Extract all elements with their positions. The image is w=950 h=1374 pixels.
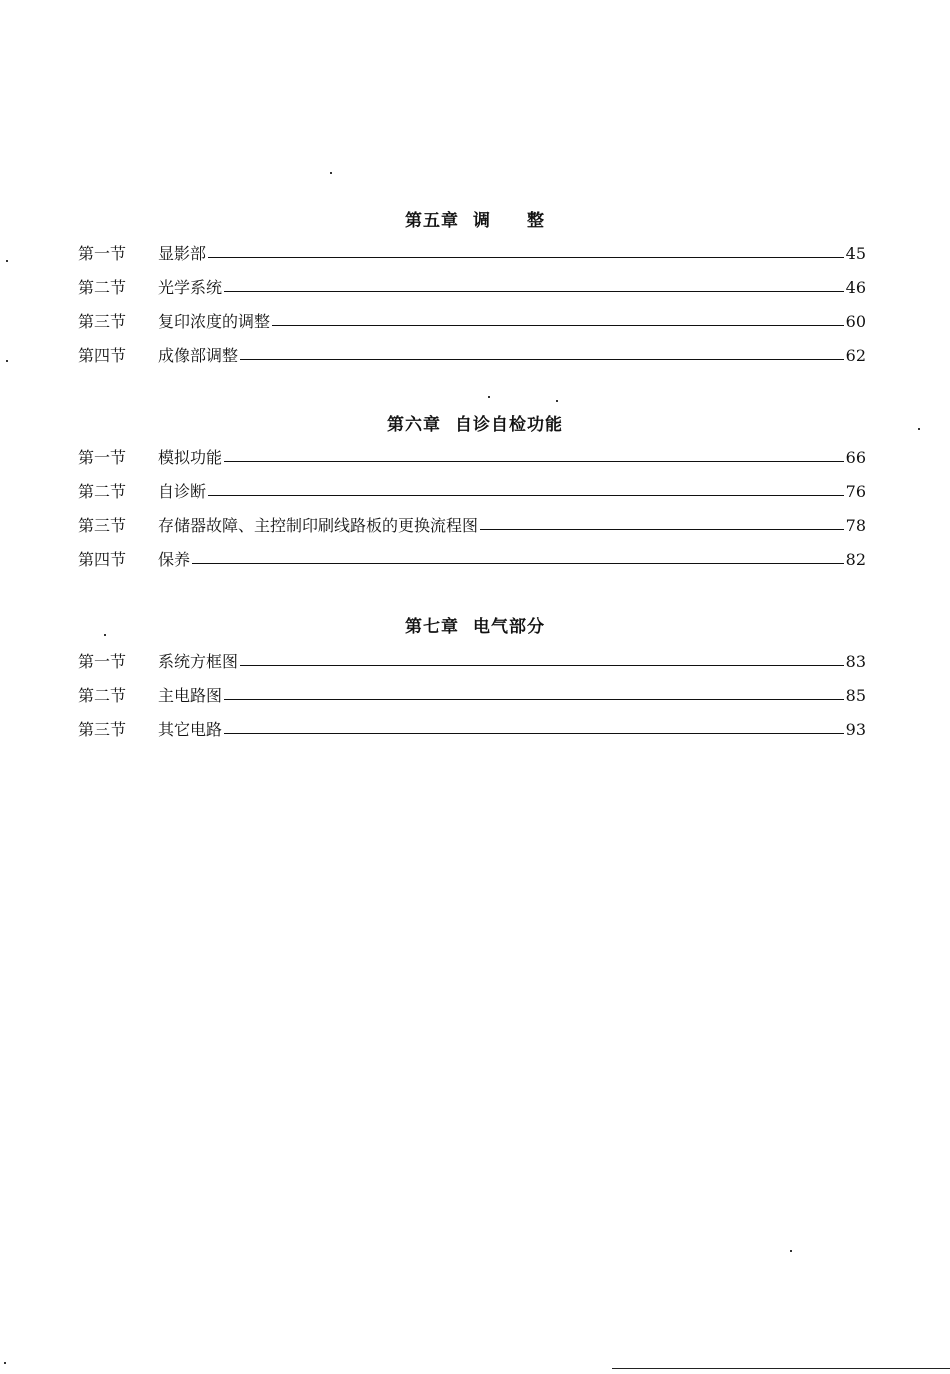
scan-speck (790, 1250, 792, 1252)
toc-entry[interactable] (78, 476, 866, 502)
section-title: 存储器故障、主控制印刷线路板的更换流程图 (158, 516, 479, 535)
bottom-rule (612, 1368, 950, 1369)
page-number: 60 (845, 312, 866, 331)
dot-leader (272, 325, 844, 326)
dot-leader (240, 359, 844, 360)
section-title: 主电路图 (158, 686, 223, 705)
section-number: 第二节 (78, 686, 127, 705)
chapter-label: 第六章 (387, 415, 441, 435)
section-title: 显影部 (158, 244, 207, 263)
dot-leader (224, 291, 844, 292)
chapter-label: 第七章 (405, 617, 459, 637)
chapter-title (0, 414, 950, 436)
toc-entry[interactable] (78, 442, 866, 468)
dot-leader (480, 529, 844, 530)
chapter-title (0, 210, 950, 232)
section-title: 其它电路 (158, 720, 223, 739)
scan-speck (488, 396, 490, 398)
section-number: 第三节 (78, 312, 127, 331)
section-title: 复印浓度的调整 (158, 312, 271, 331)
section-number: 第二节 (78, 482, 127, 501)
toc-entry[interactable] (78, 272, 866, 298)
page-number: 62 (845, 346, 866, 365)
chapter-name: 电气部分 (473, 617, 545, 637)
toc-entry[interactable] (78, 544, 866, 570)
page-number: 83 (845, 652, 866, 671)
dot-leader (208, 257, 844, 258)
scan-speck (918, 428, 920, 430)
scan-speck (104, 634, 106, 636)
page-number: 78 (845, 516, 866, 535)
dot-leader (224, 733, 844, 734)
section-title: 光学系统 (158, 278, 223, 297)
section-number: 第三节 (78, 516, 127, 535)
toc-entry[interactable] (78, 680, 866, 706)
scan-speck (6, 360, 8, 362)
page-number: 85 (845, 686, 866, 705)
toc-entry[interactable] (78, 714, 866, 740)
section-number: 第一节 (78, 652, 127, 671)
section-title: 模拟功能 (158, 448, 223, 467)
page-number: 82 (845, 550, 866, 569)
toc-entry[interactable] (78, 238, 866, 264)
scan-speck (330, 172, 332, 174)
toc-entry[interactable] (78, 340, 866, 366)
section-title: 保养 (158, 550, 191, 569)
section-number: 第一节 (78, 244, 127, 263)
page-number: 93 (845, 720, 866, 739)
section-number: 第三节 (78, 720, 127, 739)
section-number: 第四节 (78, 550, 127, 569)
page-number: 45 (845, 244, 866, 263)
chapter-name: 调 整 (473, 211, 545, 231)
section-number: 第四节 (78, 346, 127, 365)
chapter-name: 自诊自检功能 (455, 415, 563, 435)
dot-leader (208, 495, 844, 496)
section-number: 第一节 (78, 448, 127, 467)
dot-leader (224, 461, 844, 462)
section-title: 系统方框图 (158, 652, 239, 671)
dot-leader (224, 699, 844, 700)
page-number: 76 (845, 482, 866, 501)
section-number: 第二节 (78, 278, 127, 297)
section-title: 成像部调整 (158, 346, 239, 365)
dot-leader (192, 563, 844, 564)
toc-entry[interactable] (78, 306, 866, 332)
toc-entry[interactable] (78, 510, 866, 536)
toc-entry[interactable] (78, 646, 866, 672)
dot-leader (240, 665, 844, 666)
page-number: 46 (845, 278, 866, 297)
scan-speck (4, 1362, 6, 1364)
chapter-label: 第五章 (405, 211, 459, 231)
section-title: 自诊断 (158, 482, 207, 501)
scan-speck (556, 400, 558, 402)
page-number: 66 (845, 448, 866, 467)
scan-speck (6, 260, 8, 262)
chapter-title (0, 616, 950, 638)
